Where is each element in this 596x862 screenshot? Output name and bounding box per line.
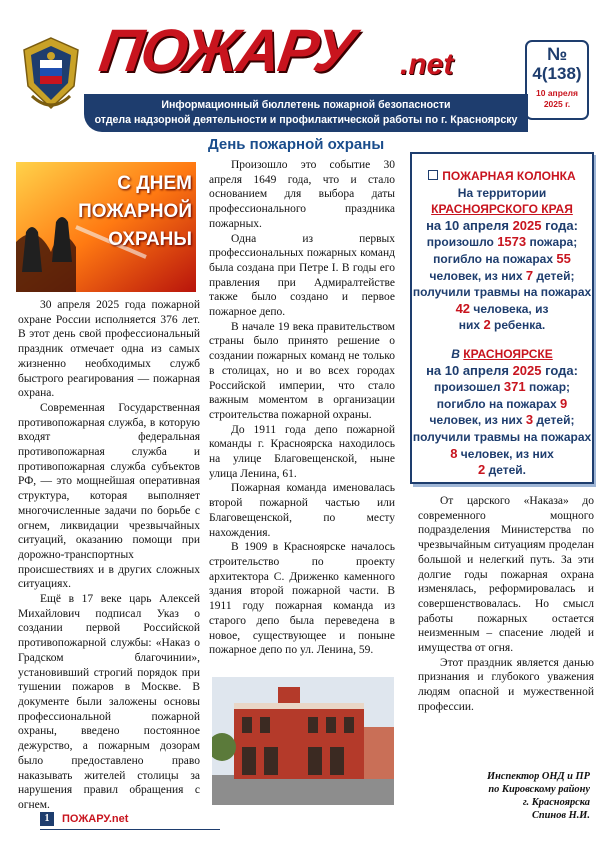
page-number: 1 [40, 812, 54, 826]
article-title: День пожарной охраны [208, 136, 385, 153]
footer-divider [40, 829, 220, 830]
region-year: 2025 [512, 217, 542, 233]
stat-text: ребенка. [494, 318, 546, 333]
paragraph: В начале 19 века правительством страны было принято решение о создании пожарных команд не только в столицах, но и во всех городах Российской империи, что стало важным моментом в организации строительства пожарной охраны. [209, 320, 395, 421]
city-date-suffix: года: [545, 362, 578, 378]
paragraph: 30 апреля 2025 года пожарной охране России исполняется 376 лет. В этот день свой профессиональный праздник отмечает одна из самых жизненно необходимых служб быстрого реагирования — пожарная охрана. [18, 299, 200, 400]
city-fires-count: 371 [503, 379, 526, 395]
fire-column-heading: ПОЖАРНАЯ КОЛОНКА [442, 169, 576, 183]
city-dead-count: 9 [560, 395, 568, 411]
signature-line: г. Красноярска [522, 797, 590, 808]
region-injured-children-count: 2 [483, 317, 491, 333]
paragraph: Современная Государственная противопожарная служба, в которую входят федеральная противопожарная служба и противопожарная служба субъектов РФ, — это мощнейшая оперативная структура, которая выполняет многочисленные задачи по борьбе с огнем, ликвидации чрезвычайных ситуаций, оказанию помощи при дорожно-транспортных происшествиях и в других сложных ситуациях. [18, 401, 200, 591]
hero-image [16, 162, 196, 292]
stat-text: получили травмы на пожарах [412, 429, 592, 444]
issue-date: 10 апреля 2025 г. [536, 88, 578, 109]
paragraph: До 1911 года депо пожарной команды г. Красноярска находилось на улице Благовещенской, ныне улица Ленина, 61. [209, 423, 395, 480]
region-date: на 10 апреля [426, 217, 509, 233]
paragraph: Одна из первых профессиональных пожарных команд была создана при Петре I. В годы его правления при Адмиралтействе также было создано и первое пожарное депо. [209, 232, 395, 319]
region-fires-count: 1573 [497, 234, 527, 250]
paragraph: Ещё в 17 веке царь Алексей Михайлович подписал Указ о создании первой Российской противопожарной службы: «Наказ о Градском благочинии», установивший строгий порядок при тушении пожаров в Москве. В документе были заложены основы профессиональной пожарной охраны, введено постоянное дежурство, а пожарным дозорам было предоставлено право наказывать жителей столицы за нарушения правил обращения с огнем. [18, 593, 200, 811]
city-injured-count: 8 [450, 445, 458, 461]
paragraph: Пожарная команда именовалась второй пожарной частью или Благовещенской, по месту нахождения. [209, 482, 395, 539]
city-injured-children-count: 2 [478, 462, 486, 478]
banner-line-2: отдела надзорной деятельности и профилактической работы по г. Красноярску [94, 114, 518, 126]
stat-text: получили травмы на пожарах [412, 285, 592, 300]
signature-line: Спинов Н.И. [531, 810, 590, 821]
stat-text: произошло [426, 235, 494, 250]
stat-text: человека, из [473, 301, 549, 316]
banner-line-1: Информационный бюллетень пожарной безопасности [161, 99, 451, 111]
stat-text: человек, из них [429, 268, 523, 283]
author-signature [440, 770, 590, 822]
signature-line: Инспектор ОНД и ПР [486, 771, 590, 782]
region-injured-count: 42 [455, 300, 471, 316]
fire-stats-box [410, 152, 594, 484]
stat-text: погибло на пожарах [433, 251, 554, 266]
paragraph: Произошло это событие 30 апреля 1649 года, что и стало основанием для выбора даты профессионального праздника пожарных. [209, 159, 395, 230]
issue-badge [525, 40, 589, 120]
article-column-2 [209, 158, 395, 658]
hero-caption: С ДНЕМ ПОЖАРНОЙ ОХРАНЫ [78, 173, 192, 250]
paragraph: Этот праздник является данью признания и глубокого уважения людям опасной и мужественной профессии. [418, 656, 594, 713]
city-year: 2025 [512, 362, 542, 378]
region-intro: На территории [457, 185, 547, 200]
issue-label: № [546, 44, 568, 64]
region-date-suffix: года: [545, 217, 578, 233]
city-date: на 10 апреля [426, 362, 509, 378]
article-column-3 [418, 494, 594, 715]
stat-text: произошел [433, 380, 501, 395]
header-banner [84, 94, 528, 132]
footer-title: ПОЖАРУ.net [62, 813, 129, 825]
checkbox-icon [428, 170, 438, 180]
stat-text: детей; [536, 413, 575, 428]
mchs-emblem-icon [18, 36, 84, 116]
region-dead-count: 55 [556, 250, 571, 266]
stat-text: пожар; [528, 380, 571, 395]
fire-station-photo [212, 677, 394, 805]
stat-text: детей. [488, 463, 526, 478]
issue-number: 4(138) [532, 64, 582, 83]
region-name: КРАСНОЯРСКОГО КРАЯ [431, 202, 573, 217]
city-children-dead-count: 3 [525, 412, 534, 428]
region-children-dead-count: 7 [525, 267, 534, 283]
stat-text: них [458, 318, 481, 333]
stat-text: В [451, 346, 460, 361]
stat-text: человек, из них [460, 446, 554, 461]
stat-text: детей; [536, 268, 575, 283]
article-column-1 [18, 298, 200, 813]
city-name: КРАСНОЯРСКЕ [463, 346, 553, 361]
stat-text: погибло на пожарах [436, 396, 557, 411]
paragraph: От царского «Наказа» до современного мощного подразделения Министерства по чрезвычайным ситуациям проделан большой и нелегкий путь. За эти долгие годы пожарная охрана изменялась, реформировалась и совершенствовалась. Но смысл работы пожарных остается неизменным – спасение людей и имущества от огня. [418, 495, 594, 655]
stat-text: человек, из них [429, 413, 523, 428]
paragraph: В 1909 в Красноярске началось строительство по проекту архитектора С. Дриженко каменного здания второй пожарной части. В 1911 году пожарная команда из старого депо была переведена в новое, существующее и поныне пожарное депо по ул. Ленина, 59. [209, 541, 395, 657]
logo-title: ПОЖАРУ [95, 17, 358, 84]
signature-line: по Кировскому району [488, 784, 590, 795]
stat-text: пожара; [529, 235, 578, 250]
logo-suffix: .net [400, 48, 454, 81]
